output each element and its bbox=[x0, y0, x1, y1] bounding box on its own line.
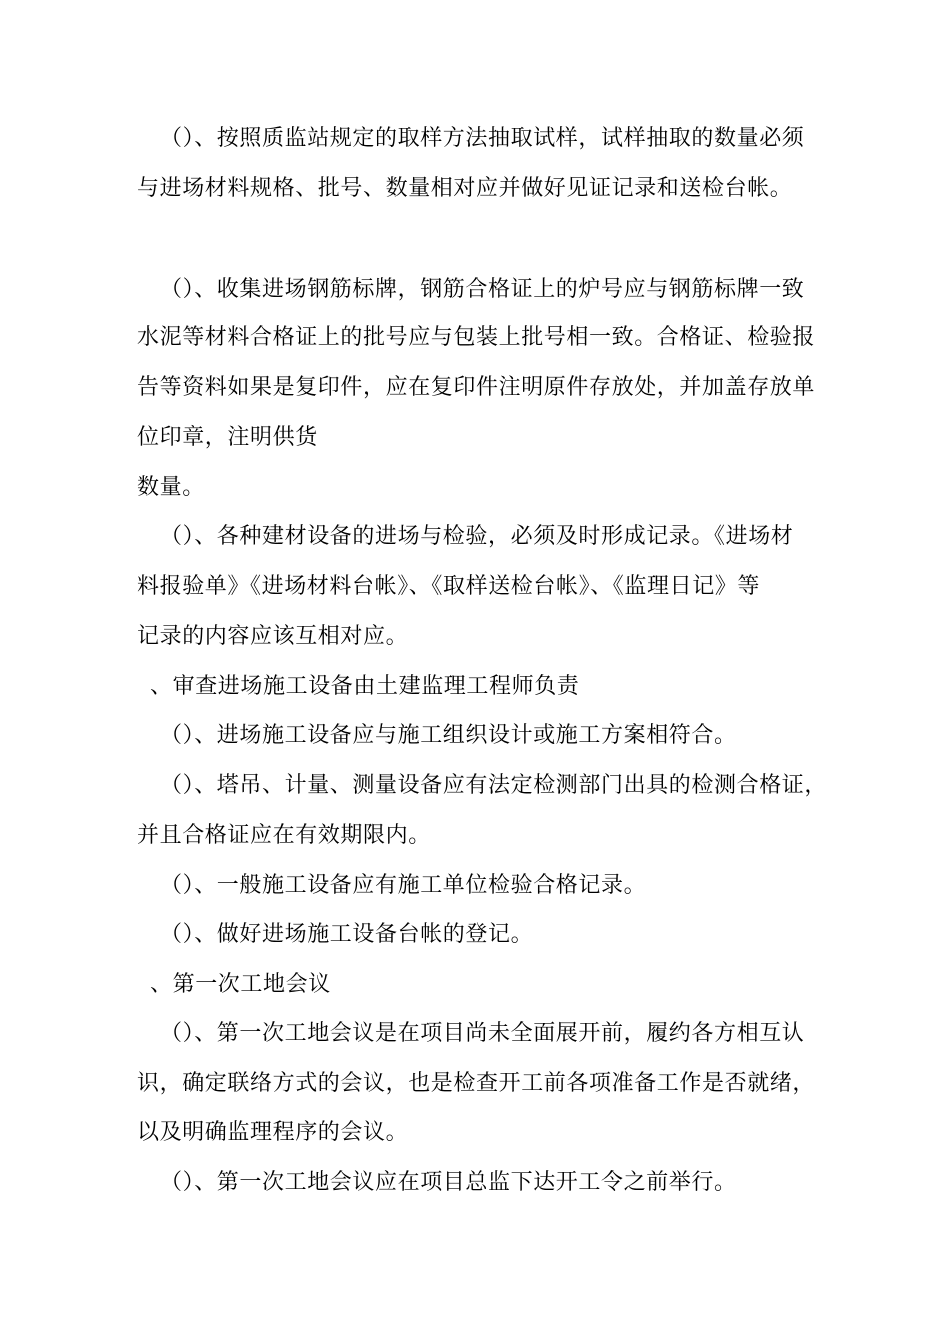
paragraph-line: （）、按照质监站规定的取样方法抽取试样，试样抽取的数量必须 bbox=[160, 126, 805, 151]
paragraph-line: （）、收集进场钢筋标牌，钢筋合格证上的炉号应与钢筋标牌一致 bbox=[160, 277, 805, 302]
paragraph-line: （）、第一次工地会议是在项目尚未全面展开前，履约各方相互认 bbox=[160, 1021, 805, 1046]
paragraph-line: （）、塔吊、计量、测量设备应有法定检测部门出具的检测合格证， bbox=[160, 773, 828, 798]
paragraph-line: （）、各种建材设备的进场与检验，必须及时形成记录。《进场材 bbox=[160, 524, 794, 549]
paragraph-line: 料报验单》《进场材料台帐》、《取样送检台帐》、《监理日记》等 bbox=[137, 574, 761, 599]
paragraph-line: （）、做好进场施工设备台帐的登记。 bbox=[160, 922, 534, 947]
paragraph-line: 位印章，注明供货 bbox=[137, 425, 318, 450]
paragraph-line: 识，确定联络方式的会议，也是检查开工前各项准备工作是否就绪， bbox=[137, 1071, 816, 1096]
paragraph-line: 水泥等材料合格证上的批号应与包装上批号相一致。合格证、检验报 bbox=[137, 325, 816, 350]
paragraph-line: 数量。 bbox=[137, 475, 205, 500]
paragraph-line: （）、第一次工地会议应在项目总监下达开工令之前举行。 bbox=[160, 1170, 737, 1195]
paragraph-line: 记录的内容应该互相对应。 bbox=[137, 624, 409, 649]
paragraph-line: 并且合格证应在有效期限内。 bbox=[137, 823, 431, 848]
paragraph-line: （）、一般施工设备应有施工单位检验合格记录。 bbox=[160, 873, 647, 898]
paragraph-line: （）、进场施工设备应与施工组织设计或施工方案相符合。 bbox=[160, 723, 737, 748]
section-heading: 、第一次工地会议 bbox=[150, 972, 331, 997]
paragraph-line: 以及明确监理程序的会议。 bbox=[137, 1120, 409, 1145]
section-heading: 、审查进场施工设备由土建监理工程师负责 bbox=[150, 674, 580, 699]
paragraph-line: 告等资料如果是复印件，应在复印件注明原件存放处，并加盖存放单 bbox=[137, 375, 816, 400]
paragraph-line: 与进场材料规格、批号、数量相对应并做好见证记录和送检台帐。 bbox=[137, 176, 793, 201]
